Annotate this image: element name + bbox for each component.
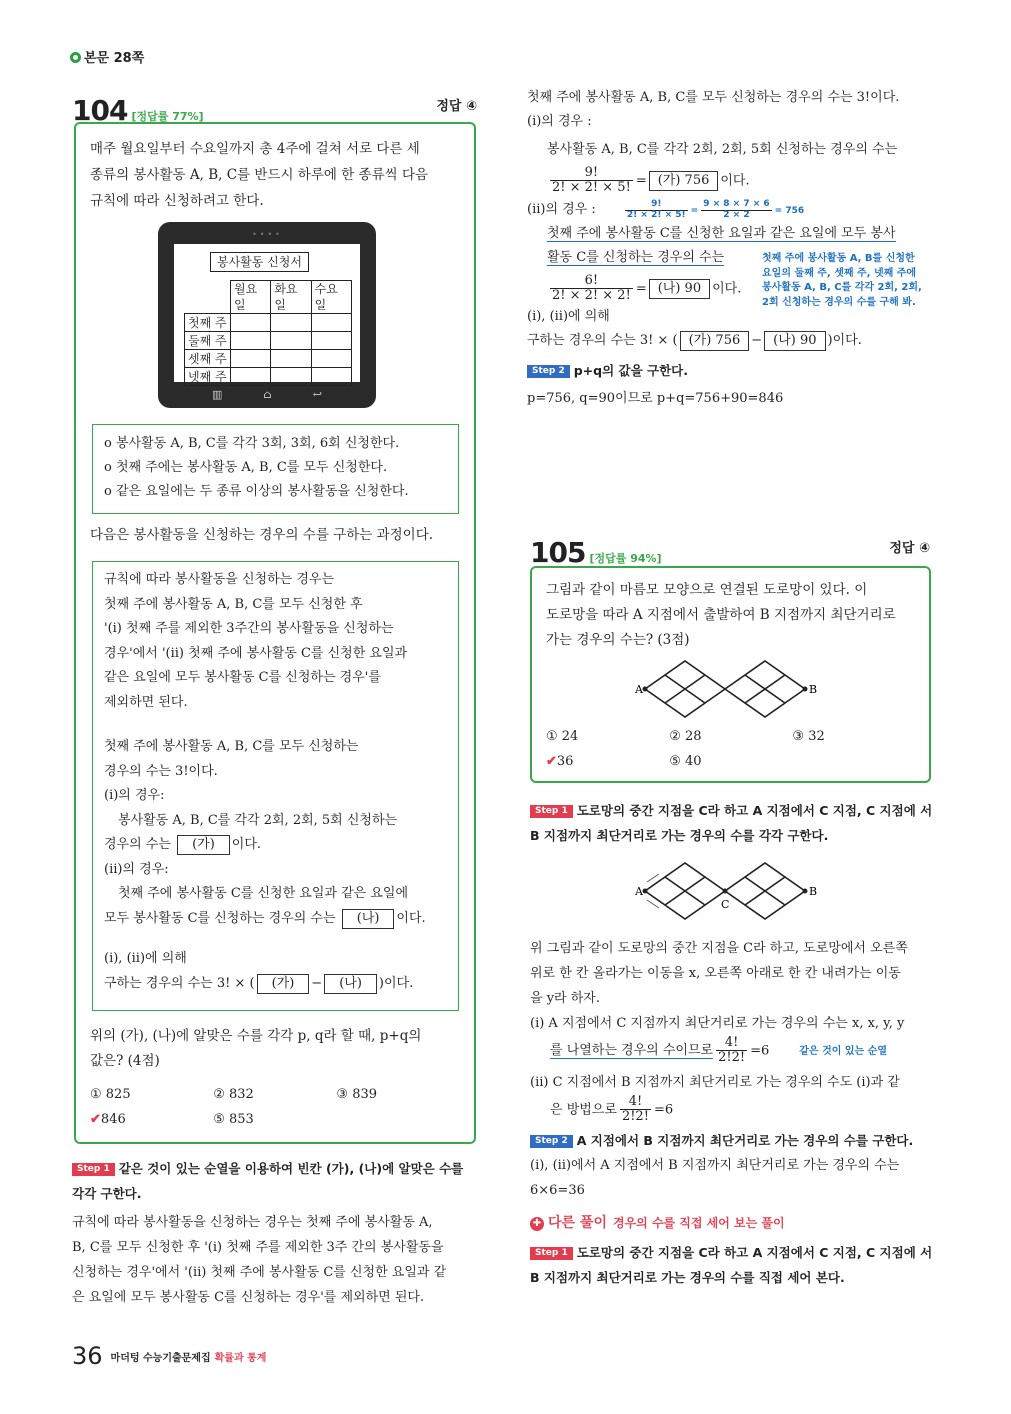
tablet-nav	[212, 385, 322, 401]
choice-5[interactable]: ⑤ 40	[669, 754, 702, 769]
choice-2[interactable]: ② 28	[669, 729, 702, 744]
home-icon: ⌂	[263, 388, 272, 401]
question-text-105: 그림과 같이 마름모 모양으로 연결된 도로망이 있다. 이 도로망을 따라 A 지점에서 출발하여 B 지점까지 최단거리로 가는 경우의 수는? (3점)	[546, 582, 896, 648]
page-footer	[72, 1335, 266, 1377]
label-a: A	[635, 683, 643, 696]
choices-105	[546, 724, 916, 774]
problem-105-header	[530, 528, 930, 569]
correct-rate: [정답률 94%]	[589, 552, 662, 565]
check-icon: ✔	[546, 754, 557, 769]
label-b: B	[809, 683, 818, 696]
step-badge: Step 1	[72, 1163, 115, 1176]
choice-1[interactable]: ① 24	[546, 729, 579, 744]
subject: 확률과 통계	[214, 1353, 267, 1364]
ask-text: 위의 (가), (나)에 알맞은 수를 각각 p, q라 할 때, p+q의 값은? (4점)	[90, 1028, 422, 1069]
calc-note: $\frac{9!}{2! \times 2! \times 5!}$ = $\frac{9 \times 8 \times 7 \times 6}{2 \times 2}$ = 756	[626, 198, 805, 220]
rules-list: o 봉사활동 A, B, C를 각각 3회, 3회, 6회 신청한다. o 첫째 주에는 봉사활동 A, B, C를 모두 신청한다. o 같은 요일에는 두 종류 이상의 봉사활동을 신청한다.	[104, 436, 409, 499]
label-b: B	[809, 885, 818, 898]
circle-icon	[70, 52, 81, 63]
choices-104	[90, 1082, 460, 1132]
process-text: 규칙에 따라 봉사활동을 신청하는 경우는 첫째 주에 봉사활동 A, B, C를 모두 신청한 후 '(ⅰ) 첫째 주를 제외한 3주간의 봉사활동을 신청하는 경우'에서 '(ⅱ) 첫째 주에 봉사활동 C를 신청한 요일과 같은 요일에 모두 봉사활동 C를 신청하는 경우'를 제외하면 된다. 첫째 주에 봉사활동 A, B, C를 모두 신청하는 경우의 수는 3!이다. (ⅰ)의 경우: 봉사활동 A, B, C를 각각 2회, 2회, 5회 신청하는 경우의 수는 (가) 이다. (ⅱ)의 경우: 첫째 주에 봉사활동 C를 신청한 요일과 같은 요일에 모두 봉사활동 C를 신청하는 경우의 수는 (나) 이다. (ⅰ), (ⅱ)에 의해 구하는 경우의 수는 3! × ( (가) − (나) )이다.	[104, 568, 454, 996]
blank-ga: (가)	[177, 835, 230, 855]
alt-solution-heading: ✚ 다른 풀이 경우의 수를 직접 세어 보는 풀이	[530, 1211, 935, 1236]
choice-3[interactable]: ③ 839	[336, 1087, 378, 1102]
menu-icon: ▥	[212, 388, 223, 401]
blank-na: (나)	[342, 909, 395, 929]
road-network-diagram	[635, 656, 835, 722]
label-a: A	[635, 885, 643, 898]
step-badge: Step 1	[530, 1247, 573, 1260]
choice-2[interactable]: ② 832	[213, 1087, 254, 1102]
case1-note: 같은 것이 있는 순열	[799, 1046, 887, 1058]
problem-104	[72, 86, 477, 127]
solution-105-step1: Step 1 도로망의 중간 지점을 C라 하고 A 지점에서 C 지점, C 지점에 서 B 지점까지 최단거리로 가는 경우의 수를 각각 구한다.	[530, 803, 933, 843]
solution-104-step1: Step 1 같은 것이 있는 순열을 이용하여 빈칸 (가), (나)에 알맞은 수를 각각 구한다. 규칙에 따라 봉사활동을 신청하는 경우는 첫째 주에 봉사활동 A, B, C를 모두 신청한 후 '(ⅰ) 첫째 주를 제외한 3주 간의 봉사활동을 신청하는 경우'에서 '(ⅱ) 첫째 주에 봉사활동 C를 신청한 요일과 같 은 요일에 모두 봉사활동 C를 신청하는 경우'를 제외하면 된다.	[72, 1161, 464, 1305]
form-title: 봉사활동 신청서	[210, 252, 309, 272]
answer: 정답 ④	[889, 541, 930, 556]
problem-number: 104	[72, 94, 128, 127]
step-badge: Step 2	[527, 365, 570, 378]
camera-dots: ••••	[252, 230, 283, 239]
star-icon: ✚	[530, 1217, 544, 1231]
page-ref: 본문 28쪽	[70, 48, 144, 71]
choice-4[interactable]: ✔36	[546, 754, 574, 769]
book-title: 마더텅 수능기출문제집	[110, 1353, 211, 1364]
choice-4[interactable]: ✔846	[90, 1112, 126, 1127]
problem-105	[530, 528, 930, 569]
answer: 정답 ④	[436, 99, 477, 114]
choice-3[interactable]: ③ 32	[792, 729, 825, 744]
solution-104-cont: 첫째 주에 봉사활동 A, B, C를 모두 신청하는 경우의 수는 3!이다. (ⅰ)의 경우 : 봉사활동 A, B, C를 각각 2회, 2회, 5회 신청하는 경우의 수는 $\frac{9!}{2! \times 2! \times 5!}$ = (가) 756 이다. (ⅱ)의 경우 : $\frac{9!}{2! \times 2! \times 5!}$ = $\frac{9 \times 8 \times 7 \times 6}{2 \times 2}$ = 756 첫째 주에 봉사활동 C를 신청한 요일과 같은 요일에 모두 봉사 활동 C를 신청하는 경우의 수는 $\frac{6!}{2! \times 2! \times 2!}$ = (나) 90 이다. (ⅰ), (ⅱ)에 의해 구하는 경우의 수는 3! × ( (가) 756 − (나) 90 )이다. Step 2 p+q의 값을 구한다. p=756, q=90이므로 p+q=756+90=846	[527, 90, 900, 407]
back-icon: ↩	[312, 388, 322, 401]
step-badge: Step 2	[530, 1135, 573, 1148]
process-intro: 다음은 봉사활동을 신청하는 경우의 수를 구하는 과정이다.	[90, 527, 434, 543]
step-badge: Step 1	[530, 805, 573, 818]
fraction: $\frac{9!}{2! \times 2! \times 5!}$	[552, 165, 631, 196]
form-table: 월요일 화요일 수요일 첫째 주 둘째 주 셋째 주 넷째 주	[184, 280, 352, 386]
side-note: 첫째 주에 봉사활동 A, B를 신청한 요일의 둘째 주, 셋째 주, 넷째 주에 봉사활동 A, B, C를 각각 2회, 2회, 2회 신청하는 경우의 수를 구해 봐.	[762, 253, 922, 308]
choice-1[interactable]: ① 825	[90, 1087, 131, 1102]
page-number: 36	[72, 1342, 103, 1370]
question-text: 매주 월요일부터 수요일까지 총 4주에 걸쳐 서로 다른 세 종류의 봉사활동 A, B, C를 반드시 하루에 한 종류씩 다음 규칙에 따라 신청하려고 한다.	[90, 141, 429, 209]
solution-105-text: 위 그림과 같이 도로망의 중간 지점을 C라 하고, 도로망에서 오른쪽 위로 한 칸 올라가는 이동을 x, 오른쪽 아래로 한 칸 내려가는 이동 을 y라 하자. (ⅰ) A 지점에서 C 지점까지 최단거리로 가는 경우의 수는 x, x, y, y 를 나열하는 경우의 수이므로 $\frac{4!}{2!2!}$ =6 같은 것이 있는 순열 (ⅱ) C 지점에서 B 지점까지 최단거리로 가는 경우의 수도 (ⅰ)과 같 은 방법으로 $\frac{4!}{2!2!}$ =6 Step 2 A 지점에서 B 지점까지 최단거리로 가는 경우의 수를 구한다. (ⅰ), (ⅱ)에서 A 지점에서 B 지점까지 최단거리로 가는 경우의 수는 6×6=36 ✚ 다른 풀이 경우의 수를 직접 세어 보는 풀이 Step 1 도로망의 중간 지점을 C라 하고 A 지점에서 C 지점, C 지점에 서 B 지점까지 최단거리로 가는 경우의 수를 직접 세어 본다.	[530, 936, 935, 1290]
problem-number: 105	[530, 536, 586, 569]
road-network-diagram-c	[635, 858, 835, 930]
choice-5[interactable]: ⑤ 853	[213, 1112, 254, 1127]
correct-rate: [정답률 77%]	[131, 110, 204, 123]
check-icon: ✔	[90, 1112, 101, 1127]
problem-104-header	[72, 86, 477, 127]
label-c: C	[721, 898, 730, 911]
tablet-screen	[174, 244, 360, 382]
tablet-illustration	[158, 222, 376, 408]
